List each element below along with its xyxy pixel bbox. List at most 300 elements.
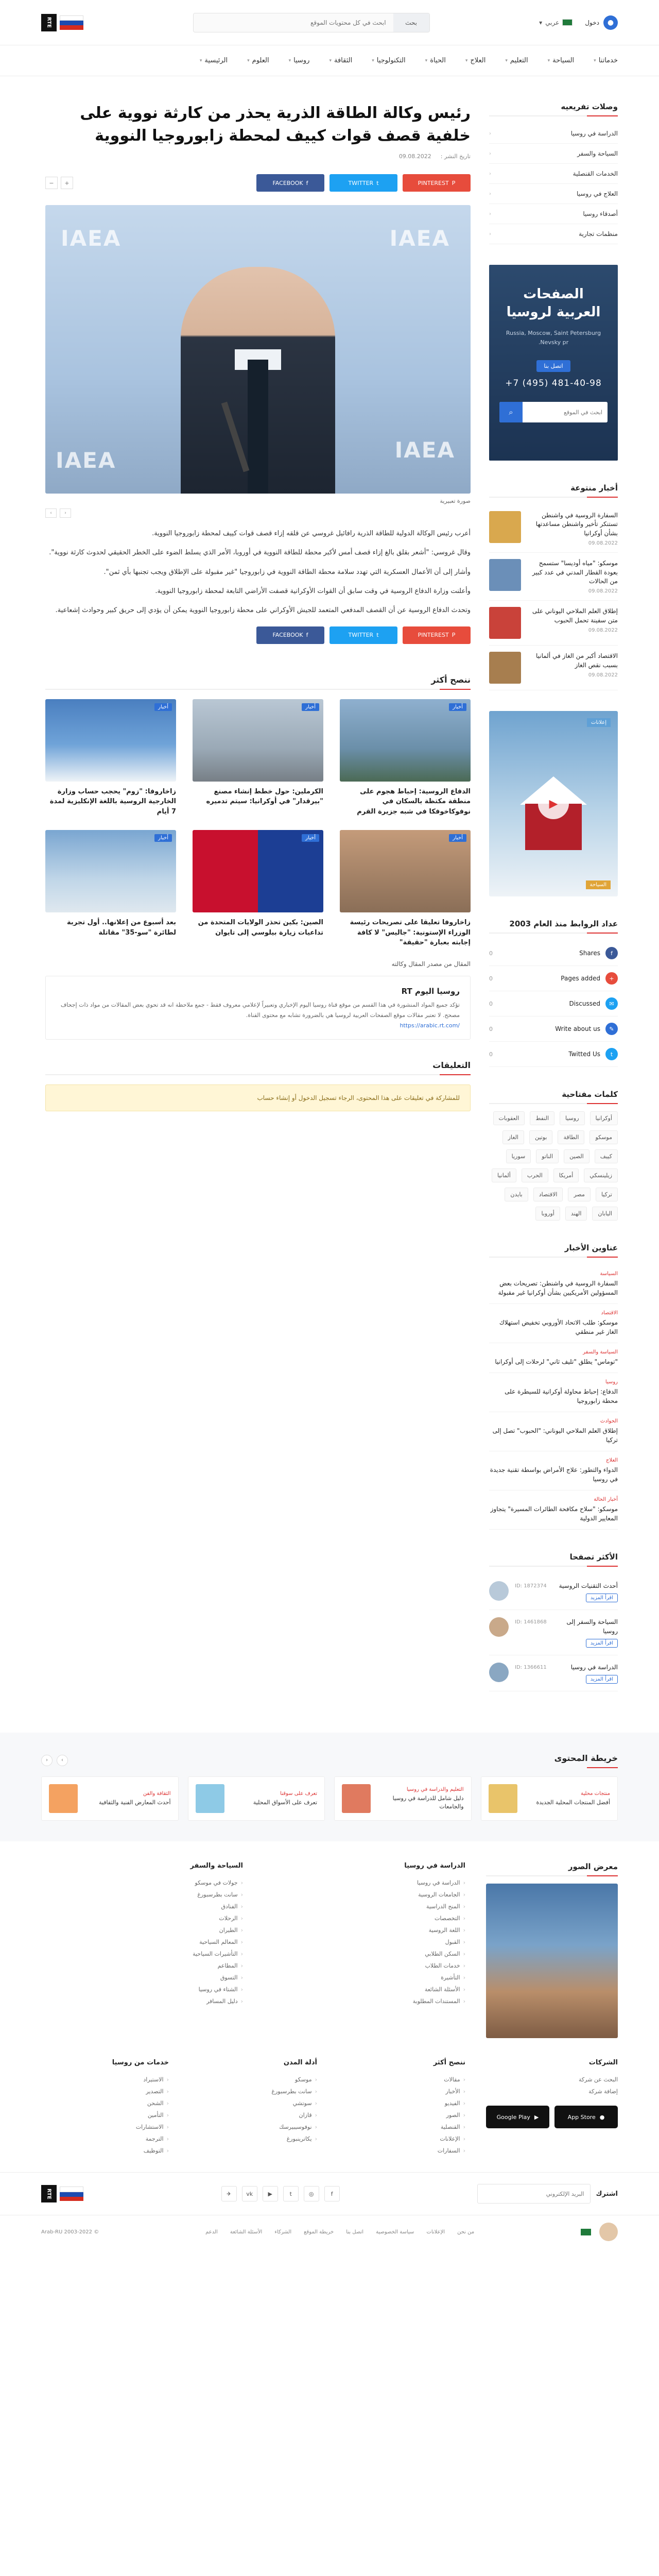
image-pager — [45, 509, 471, 518]
share-row-bottom — [45, 626, 471, 644]
pinterest-share-button[interactable] — [403, 174, 471, 192]
ad-top-tag: إعلانات — [587, 718, 611, 727]
related-card[interactable] — [45, 699, 176, 817]
tag-chip[interactable]: الغاز — [502, 1130, 524, 1144]
counter-label: Write about us — [555, 1025, 600, 1033]
footer-link[interactable]: ‹ التصدير — [41, 2086, 169, 2097]
map-card[interactable] — [41, 1776, 179, 1821]
popular-item[interactable] — [489, 1655, 618, 1691]
footer-link[interactable]: ‹ يكاترينبورغ — [189, 2133, 317, 2145]
nav-item-label: العلوم — [252, 57, 269, 64]
comments-notice: للمشاركة في تعليقات على هذا المحتوى، الرجاء تسجيل الدخول أو إنشاء حساب — [45, 1084, 471, 1111]
nav-item[interactable] — [200, 57, 228, 64]
footer-link[interactable]: ‹ دليل المسافر — [41, 1995, 243, 2007]
footer-link[interactable]: ‹ السفارات — [338, 2145, 465, 2157]
content-map-section — [0, 1733, 659, 1841]
counter-icon: ✎ — [605, 1023, 618, 1035]
tie-shape — [248, 360, 268, 494]
nav-item[interactable] — [465, 57, 486, 64]
youtube-icon[interactable]: ▶ — [263, 2186, 278, 2201]
footer-col-services-title: خدمات من روسيا — [112, 2059, 169, 2067]
tag-chip[interactable]: بايدن — [505, 1188, 528, 1201]
language-selector[interactable] — [539, 19, 573, 26]
source-description: تؤكد جميع المواد المنشورة في هذا القسم من موقع قناة روسيا اليوم الإخباري وتعبيراً لإعلامي معروف فقط - جمع ملاحظة انه قد تحوي بعض المقالات من مواد ذات إجحاف مصحح. لا تعتبر مقالات موقع الصفحات العربية لروسيا هي بالضرورة تشابه مع محتوى القناة. — [60, 1001, 460, 1019]
news-date: 09.08.2022 — [588, 672, 618, 679]
photo-gallery — [486, 1862, 618, 2038]
footer-link[interactable]: ‹ الاستشارات — [41, 2121, 169, 2133]
counter-label-wrap — [555, 1023, 618, 1035]
facebook-label: FACEBOOK — [272, 179, 303, 187]
footer-link[interactable]: ‹ الرحلات — [41, 1912, 243, 1924]
related-section — [45, 675, 471, 948]
directory-item[interactable] — [489, 204, 618, 224]
tag-chip[interactable]: سوريا — [506, 1149, 531, 1163]
tag-chip[interactable]: اليابان — [592, 1207, 618, 1221]
counter-item[interactable] — [489, 966, 618, 991]
article-content — [45, 102, 471, 1691]
counter-item[interactable] — [489, 1042, 618, 1067]
facebook-icon[interactable]: f — [324, 2186, 340, 2201]
site-logo[interactable] — [41, 14, 83, 31]
latest-title: أخبار منتوعة — [489, 483, 618, 498]
map-card-category: تعرف على سوقنا — [280, 1790, 317, 1797]
hero-logo-text-3: IAEA — [56, 448, 116, 473]
tag-list — [489, 1111, 618, 1221]
chevron-left-icon: ‹ — [489, 211, 491, 217]
user-icon: ● — [603, 15, 618, 30]
footer-link[interactable]: ‹ الصور — [338, 2109, 465, 2121]
directory-item-label: السياحة والسفر — [577, 150, 618, 157]
directory-item-label: الدراسة في روسيا — [570, 130, 618, 137]
footer-link[interactable]: ‹ التوظيف — [41, 2145, 169, 2157]
footer-link[interactable]: إضافة شركة — [588, 2088, 618, 2095]
reads-list — [489, 1574, 618, 1691]
footer-link[interactable]: ‹ التأمين — [41, 2109, 169, 2121]
promo-box — [489, 265, 618, 461]
headline-title: موسكو: طلب الاتحاد الأوروبي تخفيض استهلاك الغاز غير منطقي — [499, 1319, 618, 1336]
related-title: زاخاروفا تعليقا على تصريحات رئيسة الوزراء الإستونية: "جاليس" لا كافة إجابته بعبارة "حقيقة" — [350, 919, 471, 947]
popular-text — [553, 1663, 618, 1684]
counter-icon: f — [605, 947, 618, 959]
map-card[interactable] — [481, 1776, 618, 1821]
source-info — [56, 987, 460, 1029]
header-right — [539, 15, 618, 30]
news-date: 09.08.2022 — [588, 628, 618, 634]
counter-item[interactable] — [489, 1016, 618, 1042]
counter-label-wrap — [579, 947, 618, 959]
footer-link[interactable]: ‹ سانت بطرسبورغ — [189, 2086, 317, 2097]
directory-item[interactable] — [489, 124, 618, 144]
latest-list — [489, 505, 618, 690]
tag-chip[interactable]: زيلينسكي — [584, 1168, 618, 1182]
map-card-title: دليل شامل للدراسة في روسيا والجامعات — [392, 1794, 464, 1810]
tag-chip[interactable]: الناتو — [536, 1149, 559, 1163]
facebook-label: FACEBOOK — [272, 632, 303, 639]
footer-link[interactable]: ‹ التسوق — [41, 1972, 243, 1984]
counter-value: 0 — [489, 1050, 493, 1058]
footer-link[interactable]: ‹ سانت بطرسبورغ — [41, 1889, 243, 1901]
related-card[interactable] — [340, 699, 471, 817]
counter-label: Shares — [579, 950, 600, 957]
footer-link[interactable]: ‹ السكن الطلابي — [264, 1948, 465, 1960]
news-thumbnail — [489, 652, 521, 684]
footer-col-cities-title: أدلة المدن — [283, 2059, 317, 2067]
map-card-image — [489, 1784, 517, 1813]
telegram-icon[interactable]: ✈ — [221, 2186, 237, 2201]
read-more-button[interactable]: اقرأ المزيد — [586, 1675, 618, 1684]
footer-link[interactable]: ‹ الشحن — [41, 2097, 169, 2109]
newsletter-label: اشترك — [596, 2190, 618, 2198]
counter-value: 0 — [489, 1025, 493, 1032]
headline-category: العلاج — [605, 1458, 618, 1464]
prev-image-button[interactable]: ‹ — [60, 509, 71, 518]
nav-item[interactable] — [329, 57, 352, 64]
bottom-link[interactable]: الإعلانات — [426, 2229, 445, 2235]
map-card-image — [196, 1784, 224, 1813]
map-title: خريطة المحتوى — [554, 1753, 618, 1767]
facebook-share-button-bottom[interactable] — [256, 626, 324, 644]
image-caption: صورة تعبيرية — [440, 498, 471, 504]
news-date: 09.08.2022 — [588, 588, 618, 595]
tag-chip[interactable]: أوروبا — [535, 1207, 560, 1221]
tag-chip[interactable]: الهند — [565, 1207, 587, 1221]
latest-section — [489, 483, 618, 690]
related-title: ننصح أكثر — [45, 675, 471, 690]
map-next-button[interactable]: ‹ — [41, 1755, 53, 1766]
article-paragraph: وأعلنت وزارة الدفاع الروسية في وقت سابق أن القوات الأوكرانية قصفت الأراضي التابعة لمحطة زابوروجيا النووية. — [155, 587, 471, 596]
article-title: رئيس وكالة الطاقة الذرية يحذر من كارثة نووية على خلفية قصف قوات كييف لمحطة زابوروجيا النووية — [80, 104, 471, 145]
footer-links — [0, 1841, 659, 2048]
counter-icon: + — [605, 972, 618, 985]
footer-link[interactable]: ‹ التأشيرات السياحية — [41, 1948, 243, 1960]
pinterest-icon: P — [452, 632, 456, 639]
tag-chip[interactable]: روسيا — [560, 1111, 585, 1125]
gallery-title: معرض الصور — [486, 1862, 618, 1876]
counter-icon: t — [605, 1048, 618, 1060]
related-tag: أخبار — [154, 703, 172, 711]
article-paragraph: وأشار إلى أن الأعمال العسكرية التي تهدد سلامة محطة الطاقة النووية في زابوروجيا "غير مقبولة على الإطلاق ويجب تجنبها بأي ثمن". — [103, 568, 471, 576]
map-card-category: الثقافة والفن — [143, 1790, 171, 1797]
related-grid — [45, 699, 471, 948]
nav-item-label: الثقافة — [334, 57, 353, 64]
related-card[interactable] — [340, 830, 471, 948]
bottom-link[interactable]: سياسة الخصوصية — [376, 2229, 414, 2235]
nav-item-label: الرئيسية — [204, 57, 228, 64]
source-link[interactable]: https://arabic.rt.com/ — [400, 1022, 460, 1029]
directory-list — [489, 124, 618, 244]
map-arrows — [41, 1755, 68, 1766]
headline-title: السفارة الروسية في واشنطن: تصريحات بعض المسؤولين الأمريكيين بشأن أوكرانيا غير مقبولة — [498, 1280, 618, 1297]
contact-button[interactable]: اتصل بنا — [536, 360, 570, 372]
tags-section — [489, 1090, 618, 1221]
headlines-title: عناوين الأخبار — [489, 1243, 618, 1258]
footer-col-study — [264, 1862, 465, 2038]
tag-chip[interactable]: العقوبات — [493, 1111, 525, 1125]
facebook-share-button[interactable] — [256, 174, 324, 192]
twitter-share-button-bottom[interactable] — [330, 626, 397, 644]
tag-chip[interactable]: موسكو — [589, 1130, 618, 1144]
promo-phone[interactable]: +7 (495) 481-40-98 — [505, 378, 602, 389]
reads-title: الأكثر تصفحا — [489, 1552, 618, 1567]
promo-title: الصفحات العربية لروسيا — [506, 286, 601, 320]
map-row — [41, 1776, 618, 1821]
latest-news-item[interactable] — [489, 646, 618, 690]
related-card[interactable] — [45, 830, 176, 948]
latest-news-item[interactable] — [489, 553, 618, 601]
chevron-down-icon: ▾ — [288, 58, 291, 63]
popular-item[interactable] — [489, 1574, 618, 1610]
counter-value: 0 — [489, 1000, 493, 1007]
tag-chip[interactable]: الطاقة — [558, 1130, 584, 1144]
footer-link[interactable]: ‹ الطيران — [41, 1924, 243, 1936]
footer-link[interactable]: ‹ جولات في موسكو — [41, 1877, 243, 1889]
footer-link[interactable]: ‹ الفنادق — [41, 1901, 243, 1912]
font-decrease-button[interactable]: − — [45, 177, 58, 189]
tag-chip[interactable]: الاقتصاد — [533, 1188, 563, 1201]
map-prev-button[interactable]: › — [57, 1755, 68, 1766]
tag-chip[interactable]: ألمانيا — [492, 1168, 516, 1182]
footer-col-cities-list — [189, 2074, 317, 2145]
promo-search-input[interactable] — [523, 402, 608, 422]
hero-logo-text: IAEA — [61, 226, 122, 251]
footer-link[interactable]: ‹ الدراسة في روسيا — [264, 1877, 465, 1889]
pinterest-share-button-bottom[interactable] — [403, 626, 471, 644]
read-more-button[interactable]: اقرأ المزيد — [586, 1594, 618, 1602]
popular-title: أحدث التقنيات الروسية — [559, 1582, 618, 1590]
popular-title: السياحة والسفر إلى روسيا — [566, 1618, 618, 1635]
ad-banner[interactable] — [489, 711, 618, 896]
tag-chip[interactable]: مصر — [568, 1188, 591, 1201]
source-note: المقال من مصدر المقال وكالته — [391, 960, 471, 968]
map-card[interactable] — [334, 1776, 472, 1821]
font-increase-button[interactable]: + — [61, 177, 73, 189]
footer-link[interactable]: ‹ الأخبار — [338, 2086, 465, 2097]
counter-value: 0 — [489, 975, 493, 982]
footer-link[interactable]: ‹ الإعلانات — [338, 2133, 465, 2145]
footer-link[interactable]: ‹ مقالات — [338, 2074, 465, 2086]
tag-chip[interactable]: النفط — [530, 1111, 554, 1125]
news-date: 09.08.2022 — [588, 540, 618, 547]
nav-item[interactable] — [289, 57, 310, 64]
map-card-text — [83, 1791, 171, 1807]
bottom-link[interactable]: خريطة الموقع — [304, 2229, 334, 2235]
counter-item[interactable] — [489, 991, 618, 1016]
headline-item[interactable] — [489, 1373, 618, 1412]
counter-list — [489, 941, 618, 1067]
companies-apps — [486, 2059, 618, 2157]
next-image-button[interactable]: › — [45, 509, 57, 518]
footer-link[interactable]: ‹ الشتاء في روسيا — [41, 1984, 243, 1995]
footer-col-study-title: الدراسة في روسيا — [404, 1862, 465, 1870]
language-label: عربي — [545, 19, 560, 26]
tag-chip[interactable]: الحرب — [522, 1168, 548, 1182]
related-image — [45, 830, 176, 912]
news-text — [526, 559, 618, 594]
headlines-section — [489, 1243, 618, 1530]
chevron-down-icon: ▾ — [594, 58, 596, 63]
news-text — [526, 511, 618, 546]
gallery-image[interactable] — [486, 1884, 618, 2038]
search-icon[interactable]: ⌕ — [499, 402, 523, 422]
sa-flag-icon[interactable] — [581, 2229, 591, 2235]
twitter-share-button[interactable] — [330, 174, 397, 192]
headline-category: أخبار الحالة — [594, 1497, 618, 1503]
directory-item[interactable] — [489, 184, 618, 204]
app-store-button[interactable] — [554, 2106, 618, 2128]
counter-item[interactable] — [489, 941, 618, 966]
nav-item[interactable] — [594, 57, 618, 64]
footer-link[interactable]: ‹ اللغة الروسية — [264, 1924, 465, 1936]
sidebar — [489, 102, 618, 1691]
footer-link[interactable]: ‹ الفيديو — [338, 2097, 465, 2109]
directory-item-label: العلاج في روسيا — [577, 190, 618, 197]
directory-item[interactable] — [489, 164, 618, 184]
nav-item-label: روسيا — [293, 57, 310, 64]
footer-link[interactable]: ‹ نوفوسيبيرسك — [189, 2121, 317, 2133]
headline-item[interactable] — [489, 1451, 618, 1490]
counters-title: عداد الروابط منذ العام 2003 — [489, 919, 618, 934]
footer-logo[interactable] — [41, 2185, 83, 2202]
headline-item[interactable] — [489, 1490, 618, 1530]
footer-col-travel-title: السياحة والسفر — [190, 1862, 243, 1870]
related-tag: أخبار — [302, 834, 319, 842]
nav-item[interactable] — [505, 57, 528, 64]
footer-link[interactable]: ‹ المطاعم — [41, 1960, 243, 1972]
footer-link[interactable]: ‹ سوتشي — [189, 2097, 317, 2109]
related-image — [193, 699, 323, 782]
nav-item[interactable] — [548, 57, 575, 64]
map-card-text — [523, 1791, 611, 1807]
footer-link[interactable]: ‹ الترجمة — [41, 2133, 169, 2145]
related-tag: أخبار — [449, 703, 466, 711]
tag-chip[interactable]: كييف — [595, 1149, 618, 1163]
tag-chip[interactable]: أمريكا — [553, 1168, 579, 1182]
counter-label-wrap — [569, 997, 618, 1010]
directory-title: وصلات تفريعيه — [489, 102, 618, 116]
footer-link[interactable]: ‹ المنح الدراسية — [264, 1901, 465, 1912]
latest-news-item[interactable] — [489, 601, 618, 646]
footer-link[interactable]: ‹ التأشيرة — [264, 1972, 465, 1984]
headline-item[interactable] — [489, 1343, 618, 1373]
popular-text — [553, 1617, 618, 1648]
login-link[interactable] — [585, 15, 618, 30]
headline-category: السياسة — [600, 1271, 618, 1277]
newsletter-form — [477, 2184, 618, 2204]
footer-link[interactable]: ‹ الأسئلة الشائعة — [264, 1984, 465, 1995]
chevron-down-icon: ▾ — [505, 58, 508, 63]
font-size-controls — [45, 177, 73, 189]
bottom-link[interactable]: من نحن — [457, 2229, 475, 2235]
newsletter-input[interactable] — [477, 2184, 591, 2204]
nav-item[interactable] — [372, 57, 405, 64]
twitter-icon: t — [376, 632, 379, 639]
footer-link[interactable]: ‹ خدمات الطلاب — [264, 1960, 465, 1972]
tag-chip[interactable]: الصين — [564, 1149, 589, 1163]
popular-item[interactable] — [489, 1610, 618, 1655]
headline-title: موسكو: "سلاح مكافحة الطائرات المسيرة" يتجاوز المعايير الدولية — [490, 1505, 618, 1522]
app-store-label: App Store — [567, 2113, 596, 2121]
popular-avatar — [489, 1581, 509, 1601]
footer-link[interactable]: ‹ التخصصات — [264, 1912, 465, 1924]
counter-value: 0 — [489, 950, 493, 957]
nav-item[interactable] — [425, 57, 446, 64]
nav-item-label: التعليم — [510, 57, 528, 64]
source-name: روسيا اليوم RT — [401, 986, 460, 996]
bottom-bar — [0, 2215, 659, 2248]
headline-item[interactable] — [489, 1412, 618, 1451]
chevron-left-icon: ‹ — [489, 191, 491, 197]
news-title: الاقتصاد أكبر من الغاز في ألمانيا بسبب نقص الغاز — [535, 652, 618, 669]
footer-link[interactable]: ‹ القبول — [264, 1936, 465, 1948]
share-row-top — [45, 174, 471, 192]
companies-list — [486, 2074, 618, 2097]
footer-link[interactable]: ‹ موسكو — [189, 2074, 317, 2086]
bottom-link[interactable]: الشركاء — [274, 2229, 292, 2235]
headline-item[interactable] — [489, 1265, 618, 1304]
read-more-button[interactable]: اقرأ المزيد — [586, 1639, 618, 1648]
news-title: موسكو: "مياه أوديسا" ستسمح بعودة القطار المدني في عدد كبير من الحالات — [532, 560, 618, 585]
headline-item[interactable] — [489, 1304, 618, 1343]
footer-link[interactable]: ‹ المعالم السياحية — [41, 1936, 243, 1948]
twitter-icon[interactable]: t — [283, 2186, 299, 2201]
footer-link[interactable]: ‹ الجامعات الروسية — [264, 1889, 465, 1901]
map-card-text — [376, 1787, 464, 1811]
nav-item[interactable] — [247, 57, 269, 64]
companies-title: الشركات — [588, 2059, 618, 2067]
footer-link[interactable]: ‹ الاستيراد — [41, 2074, 169, 2086]
google-play-button[interactable] — [486, 2106, 549, 2128]
news-thumbnail — [489, 559, 521, 591]
popular-avatar — [489, 1663, 509, 1682]
related-card[interactable] — [193, 830, 323, 948]
footer-col-study-list — [264, 1877, 465, 2007]
tag-chip[interactable]: تركيا — [596, 1188, 618, 1201]
tag-chip[interactable]: بوتين — [529, 1130, 553, 1144]
article-paragraph: وتحدث الدفاع الروسية عن أن القصف المدفعي المتعمد للجيش الأوكراني على محطة زابوروجيا النووية يمكن أن يؤدي إلى حريق كبير وحوادث إشعاعية. — [55, 606, 471, 615]
footer-link[interactable]: ‹ المستندات المطلوبة — [264, 1995, 465, 2007]
chevron-down-icon: ▾ — [199, 58, 202, 63]
footer-link[interactable]: ‹ قازان — [189, 2109, 317, 2121]
search-button[interactable]: بحث — [393, 13, 429, 32]
footer-col-services-list — [41, 2074, 169, 2157]
counter-label: Twitted Us — [568, 1050, 600, 1058]
search-input[interactable] — [194, 13, 393, 32]
footer-link[interactable]: البحث عن شركة — [579, 2076, 618, 2083]
comments-section — [45, 1060, 471, 1111]
related-title: الدفاع الروسية: إحباط هجوم على منطقة مكتظة بالسكان في نوفوكاخوفكا في شبه جزيرة القرم — [357, 787, 471, 816]
tag-chip[interactable]: أوكرانيا — [590, 1111, 618, 1125]
bottom-link[interactable]: الأسئلة الشائعة — [230, 2229, 263, 2235]
bottom-link[interactable]: اتصل بنا — [346, 2229, 364, 2235]
directory-item-label: أصدقاء روسيا — [583, 210, 618, 217]
related-title: زاخاروفا: "زوم" يحجب حساب وزارة الخارجية الروسية باللغة الإنكليزية لمدة 7 أيام — [49, 787, 176, 816]
play-icon[interactable]: ▶ — [538, 788, 569, 819]
instagram-icon[interactable]: ◎ — [304, 2186, 319, 2201]
bottom-link[interactable]: الدعم — [205, 2229, 218, 2235]
google-play-label: Google Play — [496, 2113, 530, 2121]
vk-icon[interactable]: vk — [242, 2186, 257, 2201]
headline-title: الدواء والتطور: علاج الأمراض بواسطة تقنية جديدة في روسيا — [490, 1466, 618, 1483]
directory-item[interactable] — [489, 224, 618, 244]
directory-item[interactable] — [489, 144, 618, 164]
latest-news-item[interactable] — [489, 505, 618, 553]
headline-list — [489, 1265, 618, 1530]
twitter-label: TWITTER — [348, 632, 374, 639]
support-avatar[interactable] — [599, 2223, 618, 2241]
footer-link[interactable]: ‹ القنصلية — [338, 2121, 465, 2133]
map-card[interactable] — [188, 1776, 325, 1821]
related-card[interactable] — [193, 699, 323, 817]
